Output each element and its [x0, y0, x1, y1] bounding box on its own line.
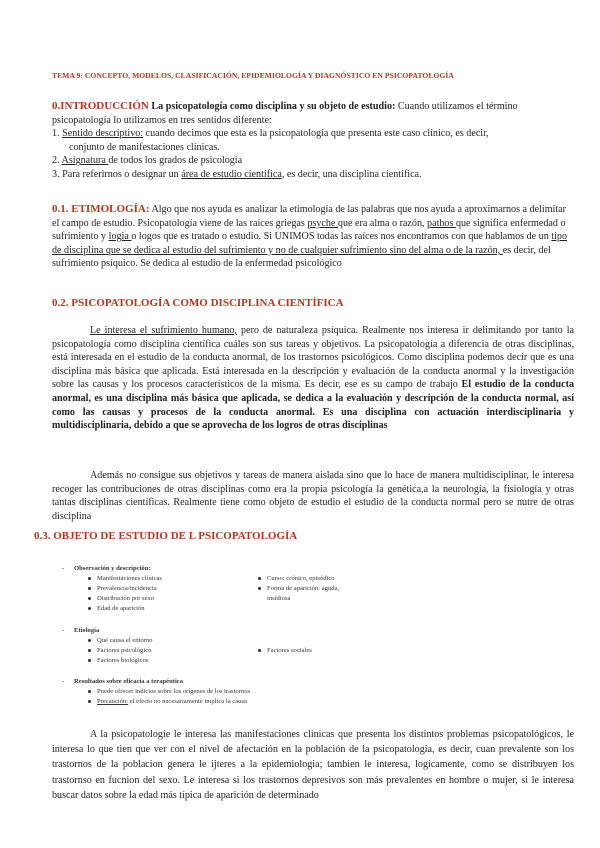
- intro-second-line: psicopatología lo utilizamos en tres sentidos diferente:: [52, 114, 272, 126]
- cientifica-paragraph-1: Le interesa el sufrimiento humano, pero de naturaleza psíquica. Realmente nos interesa ir delimitando por tanto la psicopatología como disciplina científica cuáles son sus tareas y objetivos. La psicopatología a diferencia de otras disciplinas, está interesada en el estudio de la conducta anormal, de los trastornos psicológicos. Como disciplina podemos decir que es una disciplina más básica que aplicada. Está interesada en la descripción y evaluación de la conducta anormal y la investigación sobre las causas y los procesos característicos de la misma. Es decir, ese es su campo de trabajo El estudio de la conducta anormal, es una disciplina más básica que aplicada, se dedica a la evaluación y descripción de la conducta normal, así como las causas y procesos de la conducta anormal. Es una disciplina con actuación interdisciplinaria y multidisciplinaria, debido a que se aprovecha de los logros de otras disciplinas: [52, 325, 574, 432]
- list-item: 2. Asignatura de todos los grados de psicología: [52, 155, 243, 167]
- intro-section: [52, 100, 572, 182]
- objeto-paragraph: A la psicopatologíe le interesa las manifestaciones clinicas que presenta los distintos problemas psicopatológicos, le interesa lo que tien que ver con el nivel de afectación en la población de la psicopatologia, es decir, cuan prevalente son los trastornos de la poblacion genera le ijteres a la epidemiologia; tambien le interesa, logicamente, como se distribuyen los trastornso en fucnion del sexo. Le interesa si los trastornos depresivos son más prevalentes en hombre o mujer, si le interesa buscar datos sobre la edad más típica de aparición de determinado: [52, 729, 574, 801]
- intro-first-line: [52, 100, 572, 114]
- intro-bold-lead: La psicopatología como disciplina y su objeto de estudio:: [148, 101, 396, 112]
- intro-text: Cuando utilizamos el término: [395, 101, 518, 112]
- cientifica-heading: 0.2. PSICOPATOLOGÍA COMO DISCIPLINA CIENTÍFICA: [52, 297, 344, 309]
- list-item: 3. Para referirnos o designar un área de estudio científica, es decir, una disciplina científica.: [52, 168, 422, 180]
- list-item: 1. Sentido descriptivo: cuando decimos que esta es la psicopatología que presenta este caso clínico, es decir,: [52, 128, 489, 140]
- cientifica-paragraph-2: Además no consigue sus objetivos y tareas de manera aislada sino que lo hace de manera multidisciplinar, le interesa recoger las contribuciones de otras disciplinas como era la propia psicología la genética,a la neurología, la fisiología y otras tantas disciplinas científicas. Realmente tiene como objeto de estudio el estudio de la conducta normal pero se nutre de otras disciplina: [52, 470, 574, 522]
- objeto-heading: 0.3. OBJETO DE ESTUDIO DE L PSICOPATOLOGÍA: [34, 530, 298, 542]
- etimologia-heading: 0.1. ETIMOLOGÍA:: [52, 203, 150, 215]
- list-item-continuation: conjunto de manifestaciones clínicas.: [69, 141, 220, 153]
- etimologia-paragraph: 0.1. ETIMOLOGÍA: Algo que nos ayuda es analizar la etimología de las palabras que nos ayuda a aproximarnos a delimitar el campo de estudio. Psicopatología viene de las raíces griegas psyche que era alma o razón, pathos que significa enfermedad o sufrimiento y logia o logos que es tratado o estudio. Si UNIMOS todas las raíces nos encontramos con que hablamos de un tipo de disciplina que se dedica al estudio del sufrimiento y no de cualquier sufrimiento sino del alma o de la razón, es decir, del sufrimiento psíquico. Se dedica al estudio de la enfermedad psicológico: [52, 203, 567, 270]
- document-title: TEMA 9: CONCEPTO, MODELOS, CLASIFICACIÓN, EPIDEMIOLOGÍA Y DIAGNÓSTICO EN PSICOPATOLOGÍA: [52, 71, 454, 80]
- intro-heading: 0.INTRODUCCIÓN: [52, 100, 149, 112]
